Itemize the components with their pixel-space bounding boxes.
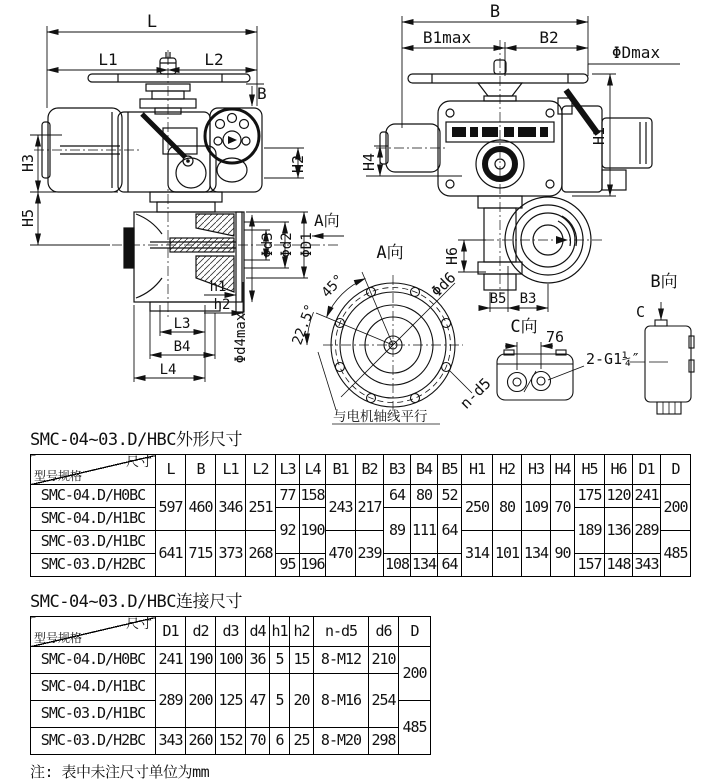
cell: 260	[186, 728, 216, 755]
cell: 8-M16	[314, 674, 369, 728]
angle-22-5-label: 22.5°	[289, 302, 319, 348]
stem-and-housing	[478, 196, 591, 290]
cell: 6	[270, 728, 290, 755]
cell: 20	[290, 674, 314, 728]
view-c-direction-marker: C	[635, 303, 645, 321]
cell: 289	[156, 674, 186, 728]
connection-dimensions-table	[30, 616, 431, 755]
cell: 196	[300, 554, 326, 577]
col-header: d4	[246, 617, 270, 647]
dim-label-n-d5: n-d5	[456, 374, 495, 413]
dim-label-phi-d2: Φd2	[279, 232, 295, 258]
model-cell: SMC-04.D/H0BC	[31, 647, 156, 674]
cell: 485	[661, 531, 691, 577]
cell: 100	[216, 647, 246, 674]
model-cell: SMC-04.D/H0BC	[31, 485, 156, 508]
model-cell: SMC-04.D/H1BC	[31, 674, 156, 701]
cell: 243	[326, 485, 356, 531]
dim-label-B: B	[489, 2, 501, 22]
cell: 158	[300, 485, 326, 508]
cell: 485	[399, 701, 431, 755]
col-header: H6	[605, 455, 633, 485]
dim-label-H1: H1	[590, 126, 608, 146]
control-box	[205, 108, 262, 192]
model-cell: SMC-03.D/H1BC	[31, 531, 156, 554]
corner-model-label: 型号规格	[34, 631, 83, 646]
cell: 125	[216, 674, 246, 728]
col-header: L2	[246, 455, 276, 485]
cell: 343	[156, 728, 186, 755]
cell: 89	[384, 508, 411, 554]
cell: 8-M20	[314, 728, 369, 755]
cell: 346	[216, 485, 246, 531]
cell: 189	[575, 508, 605, 554]
cell: 111	[411, 508, 438, 554]
dim-label-phi-d4max: Φd4max	[233, 312, 249, 364]
dim-label-B4: B4	[173, 339, 191, 355]
col-header: L1	[216, 455, 246, 485]
dim-label-L4: L4	[159, 362, 177, 378]
cell: 80	[411, 485, 438, 508]
dim-label-phi-Dmax: ΦDmax	[611, 43, 661, 62]
cell: 715	[186, 531, 216, 577]
col-header: H5	[575, 455, 605, 485]
col-header: B5	[438, 455, 462, 485]
col-header: L4	[300, 455, 326, 485]
view-a-title: A向	[376, 243, 404, 263]
cell: 314	[462, 531, 493, 577]
cell: 200	[399, 647, 431, 701]
cell: 47	[246, 674, 270, 728]
dim-label-H5: H5	[19, 208, 37, 228]
dim-label-H6: H6	[443, 246, 461, 266]
dim-label-B-depth: B	[257, 84, 267, 103]
view-c-dims	[505, 342, 584, 380]
thread-spec-label: 2-G1¼″	[586, 350, 641, 368]
table1-corner-cell	[31, 455, 156, 485]
col-header: B4	[411, 455, 438, 485]
col-header: B2	[356, 455, 384, 485]
dim-label-L2: L2	[204, 50, 224, 69]
cell: 254	[369, 674, 399, 728]
cell: 210	[369, 647, 399, 674]
parallel-to-motor-axis-note: 与电机轴线平行	[333, 409, 428, 425]
dim-label-B2: B2	[539, 28, 559, 47]
outline-table-title: SMC-04~03.D/HBC外形尺寸	[30, 430, 243, 450]
cell: 268	[246, 531, 276, 577]
col-header: H2	[493, 455, 522, 485]
dim-label-H2: H2	[289, 154, 307, 174]
col-header: d2	[186, 617, 216, 647]
dim-label-B5: B5	[489, 291, 507, 307]
cell: 101	[493, 531, 522, 577]
cell: 250	[462, 485, 493, 531]
cell: 597	[156, 485, 186, 531]
cell: 64	[384, 485, 411, 508]
cell: 120	[605, 485, 633, 508]
dim-label-L: L	[146, 12, 158, 32]
col-header: n-d5	[314, 617, 369, 647]
cell: 8-M12	[314, 647, 369, 674]
cell: 157	[575, 554, 605, 577]
model-cell: SMC-04.D/H1BC	[31, 508, 156, 531]
cell: 64	[438, 554, 462, 577]
cell: 109	[522, 485, 551, 531]
col-header: D1	[633, 455, 661, 485]
cell: 241	[633, 485, 661, 508]
model-cell: SMC-03.D/H2BC	[31, 728, 156, 755]
cell: 470	[326, 531, 356, 577]
cell: 241	[156, 647, 186, 674]
model-cell: SMC-03.D/H2BC	[31, 554, 156, 577]
dim-label-B3: B3	[519, 291, 537, 307]
dim-label-L3: L3	[173, 316, 191, 332]
cell: 298	[369, 728, 399, 755]
cell: 5	[270, 647, 290, 674]
cell: 25	[290, 728, 314, 755]
connection-table-title: SMC-04~03.D/HBC连接尺寸	[30, 592, 243, 612]
cell: 77	[276, 485, 300, 508]
cell: 92	[276, 508, 300, 554]
dim-label-phi-d3: Φd3	[260, 232, 276, 258]
cell: 190	[186, 647, 216, 674]
cell: 200	[661, 485, 691, 531]
cell: 134	[411, 554, 438, 577]
dim-label-76: 76	[546, 328, 565, 346]
cell: 80	[493, 485, 522, 531]
col-header: D	[399, 617, 431, 647]
units-note: 注: 表中未注尺寸单位为mm	[30, 763, 210, 781]
model-cell: SMC-03.D/H1BC	[31, 701, 156, 728]
cell: 5	[270, 674, 290, 728]
table2-corner-cell	[31, 617, 156, 647]
cell: 460	[186, 485, 216, 531]
gearbox-body	[118, 112, 216, 192]
corner-dim-label: 尺寸	[125, 617, 152, 632]
handwheel-front	[408, 60, 588, 101]
cell: 52	[438, 485, 462, 508]
cell: 289	[633, 508, 661, 554]
col-header: B3	[384, 455, 411, 485]
cell: 134	[522, 531, 551, 577]
cell: 152	[216, 728, 246, 755]
cell: 251	[246, 485, 276, 531]
col-header: H4	[551, 455, 575, 485]
view-a-direction-marker: A向	[314, 211, 340, 230]
col-header: h1	[270, 617, 290, 647]
cell: 343	[633, 554, 661, 577]
corner-model-label: 型号规格	[34, 469, 83, 484]
cell: 239	[356, 531, 384, 577]
cell: 90	[551, 531, 575, 577]
outline-dimensions-table	[30, 454, 691, 577]
cell: 217	[356, 485, 384, 531]
dim-label-h2: h2	[213, 297, 231, 313]
col-header: B	[186, 455, 216, 485]
cell: 70	[551, 485, 575, 531]
dim-label-phi-d6: Φd6	[427, 268, 460, 301]
col-header: B1	[326, 455, 356, 485]
cell: 64	[438, 508, 462, 554]
cell: 36	[246, 647, 270, 674]
col-header: L3	[276, 455, 300, 485]
cell: 641	[156, 531, 186, 577]
dim-label-B1max: B1max	[422, 28, 472, 47]
cell: 15	[290, 647, 314, 674]
cell: 95	[276, 554, 300, 577]
col-header: d3	[216, 617, 246, 647]
col-header: D	[661, 455, 691, 485]
dim-label-H4: H4	[360, 152, 378, 172]
view-b-title: B向	[650, 272, 678, 292]
cell: 373	[216, 531, 246, 577]
cell: 148	[605, 554, 633, 577]
dim-label-h1: h1	[209, 279, 227, 295]
view-c	[497, 342, 584, 400]
angle-45-label: 45°	[318, 271, 348, 301]
cell: 108	[384, 554, 411, 577]
cell: 175	[575, 485, 605, 508]
cell: 200	[186, 674, 216, 728]
dim-label-phi-D1: ΦD1	[299, 232, 315, 258]
cell: 136	[605, 508, 633, 554]
view-c-title: C向	[510, 317, 538, 337]
col-header: D1	[156, 617, 186, 647]
col-header: L	[156, 455, 186, 485]
dim-label-L1: L1	[98, 50, 118, 69]
col-header: h2	[290, 617, 314, 647]
col-header: H3	[522, 455, 551, 485]
cell: 190	[300, 508, 326, 554]
cell: 70	[246, 728, 270, 755]
col-header: d6	[369, 617, 399, 647]
dim-label-H3: H3	[19, 153, 37, 173]
col-header: H1	[462, 455, 493, 485]
center-lines-right	[376, 40, 604, 296]
corner-dim-label: 尺寸	[125, 455, 152, 470]
